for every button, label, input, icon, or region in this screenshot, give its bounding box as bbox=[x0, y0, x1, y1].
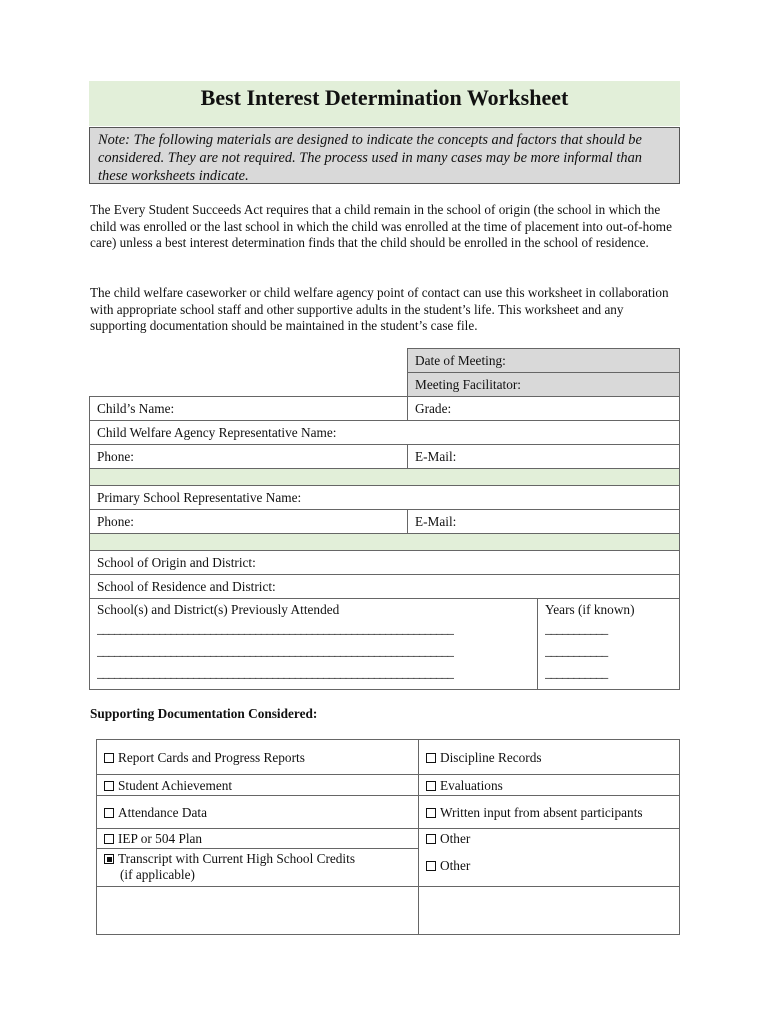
blank-entry-cell[interactable] bbox=[96, 886, 419, 935]
checkbox-icon[interactable] bbox=[104, 834, 114, 844]
intro-paragraph: The Every Student Succeeds Act requires that a child remain in the school of origin (the school in which the child was enrolled or the last school in which the child was enrolled at the time of placement into out-of-home care) unless a best interest determination finds that the child should be enrolled in the school of residence. bbox=[90, 202, 672, 250]
doc-option-label: IEP or 504 Plan bbox=[118, 831, 203, 846]
doc-option-label: Student Achievement bbox=[118, 778, 233, 793]
checkbox-icon[interactable] bbox=[104, 753, 114, 763]
schools-attended-label: School(s) and District(s) Previously Attended bbox=[97, 602, 340, 617]
supporting-docs-heading: Supporting Documentation Considered: bbox=[90, 706, 318, 721]
note-box: Note: The following materials are designed to indicate the concepts and factors that should be considered. They are not required. The process used in many cases may be more informal than these worksheets indicate. bbox=[89, 127, 680, 184]
doc-cell bbox=[418, 828, 680, 887]
meeting-facilitator-field[interactable]: Meeting Facilitator: bbox=[407, 372, 680, 397]
childs-name-field[interactable]: Child’s Name: bbox=[89, 396, 408, 421]
title-banner bbox=[89, 81, 680, 126]
supporting-docs-table bbox=[96, 739, 680, 935]
checkbox-icon[interactable] bbox=[426, 861, 436, 871]
usage-paragraph: The child welfare caseworker or child welfare agency point of contact can use this worksheet in collaboration with appropriate school staff and other supportive adults in the student’s life. This worksheet and any supporting documentation should be maintained in the student’s case file. bbox=[90, 285, 669, 333]
schools-attended-line: _______________________________________________________________ bbox=[97, 665, 453, 680]
page-title: Best Interest Determination Worksheet bbox=[200, 85, 569, 110]
years-label: Years (if known) bbox=[545, 602, 635, 617]
doc-option-attendance[interactable] bbox=[104, 805, 207, 821]
school-phone-field[interactable]: Phone: bbox=[89, 509, 408, 534]
checkbox-icon[interactable] bbox=[104, 808, 114, 818]
checkbox-icon[interactable] bbox=[426, 753, 436, 763]
doc-option-written-input[interactable] bbox=[426, 805, 643, 821]
blank-entry-cell[interactable] bbox=[418, 886, 680, 935]
doc-cell bbox=[418, 774, 680, 796]
years-line: ___________ bbox=[545, 665, 608, 680]
checkbox-icon[interactable] bbox=[426, 808, 436, 818]
doc-option-other-1[interactable] bbox=[426, 831, 470, 847]
doc-cell bbox=[96, 848, 419, 887]
separator-row bbox=[89, 468, 680, 486]
doc-option-label: Written input from absent participants bbox=[440, 805, 643, 820]
years-line: ___________ bbox=[545, 621, 608, 636]
cw-rep-name-field[interactable]: Child Welfare Agency Representative Name: bbox=[89, 420, 680, 445]
doc-cell bbox=[96, 828, 419, 849]
cw-phone-field[interactable]: Phone: bbox=[89, 444, 408, 469]
schools-attended-line: _______________________________________________________________ bbox=[97, 643, 453, 658]
doc-option-sublabel: (if applicable) bbox=[120, 867, 195, 882]
doc-cell bbox=[96, 795, 419, 829]
doc-option-iep[interactable] bbox=[104, 831, 202, 847]
doc-option-discipline[interactable] bbox=[426, 750, 542, 766]
doc-cell bbox=[418, 739, 680, 775]
schools-attended-field[interactable] bbox=[89, 598, 538, 690]
doc-option-label: Evaluations bbox=[440, 778, 503, 793]
doc-option-label: Other bbox=[440, 831, 471, 846]
doc-option-label: Transcript with Current High School Credits bbox=[118, 851, 355, 866]
cw-email-field[interactable]: E-Mail: bbox=[407, 444, 680, 469]
years-line: ___________ bbox=[545, 643, 608, 658]
doc-option-label: Other bbox=[440, 858, 471, 873]
doc-cell bbox=[418, 795, 680, 829]
schools-attended-line: _______________________________________________________________ bbox=[97, 621, 453, 636]
checkbox-checked-icon[interactable] bbox=[104, 854, 114, 864]
doc-option-report-cards[interactable] bbox=[104, 750, 305, 766]
doc-cell bbox=[96, 739, 419, 775]
doc-option-evaluations[interactable] bbox=[426, 778, 503, 794]
grade-field[interactable]: Grade: bbox=[407, 396, 680, 421]
checkbox-icon[interactable] bbox=[104, 781, 114, 791]
doc-cell bbox=[96, 774, 419, 796]
doc-option-label: Attendance Data bbox=[118, 805, 207, 820]
separator-row bbox=[89, 533, 680, 551]
doc-option-label: Report Cards and Progress Reports bbox=[118, 750, 305, 765]
doc-option-other-2[interactable] bbox=[426, 858, 470, 874]
date-of-meeting-field[interactable]: Date of Meeting: bbox=[407, 348, 680, 373]
school-of-residence-field[interactable]: School of Residence and District: bbox=[89, 574, 680, 599]
doc-option-student-achievement[interactable] bbox=[104, 778, 232, 794]
school-rep-name-field[interactable]: Primary School Representative Name: bbox=[89, 485, 680, 510]
doc-option-label: Discipline Records bbox=[440, 750, 542, 765]
checkbox-icon[interactable] bbox=[426, 781, 436, 791]
school-email-field[interactable]: E-Mail: bbox=[407, 509, 680, 534]
doc-option-transcript[interactable] bbox=[104, 851, 355, 883]
school-of-origin-field[interactable]: School of Origin and District: bbox=[89, 550, 680, 575]
meeting-info-table bbox=[89, 348, 680, 690]
years-field[interactable] bbox=[537, 598, 680, 690]
checkbox-icon[interactable] bbox=[426, 834, 436, 844]
